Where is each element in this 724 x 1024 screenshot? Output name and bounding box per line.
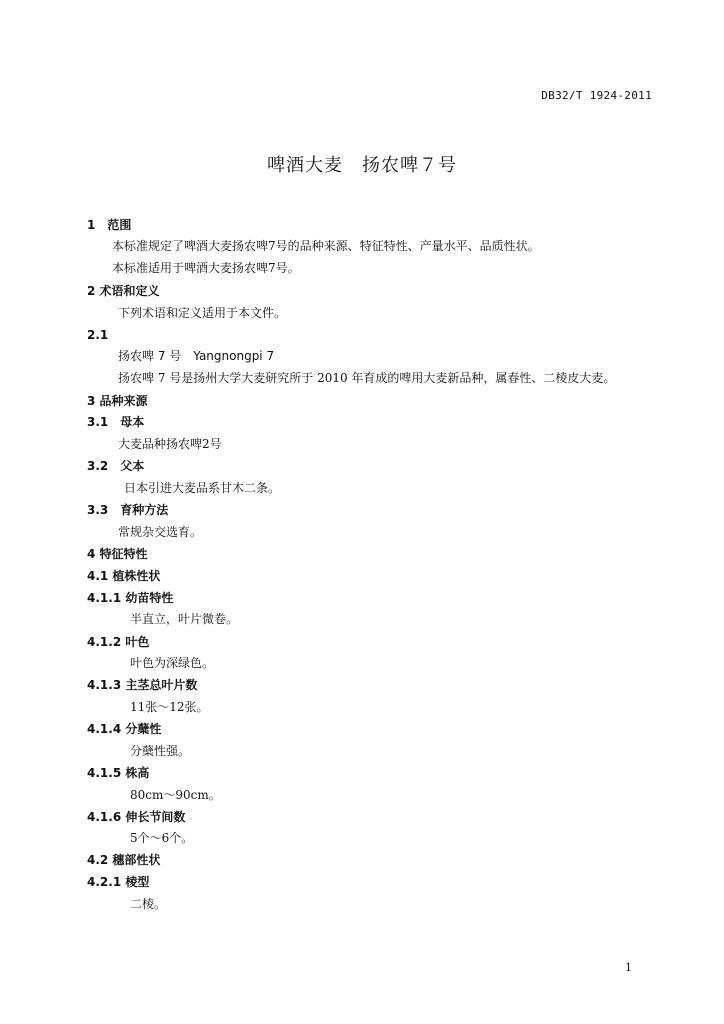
paragraph: 本标准规定了啤酒大麦扬农啤7号的品种来源、特征特性、产量水平、品质性状。 <box>112 239 540 253</box>
section-heading: 4.1.1 幼苗特性 <box>87 591 174 605</box>
paragraph: 11张～12张。 <box>130 700 209 714</box>
document-title: 啤酒大麦 扬农啤７号 <box>267 155 457 176</box>
section-heading: 3.3 育种方法 <box>87 503 169 517</box>
paragraph: 叶色为深绿色。 <box>130 656 215 670</box>
section-heading: 2.1 <box>87 328 109 342</box>
paragraph: 5个～6个。 <box>130 831 194 845</box>
section-heading: 4.1.5 株高 <box>87 766 150 780</box>
page-number: 1 <box>625 961 632 974</box>
section-heading: 4.1.4 分蘖性 <box>87 722 162 736</box>
section-heading: 2 术语和定义 <box>87 284 160 298</box>
section-heading: 4.1.2 叶色 <box>87 635 150 649</box>
term-entry: 扬农啤 7 号 Yangnongpi 7 <box>118 349 275 363</box>
section-heading: 4.1 植株性状 <box>87 569 161 583</box>
paragraph: 扬农啤 7 号是扬州大学大麦研究所于 2010 年育成的啤用大麦新品种，属春性、二棱皮大麦。 <box>118 371 616 385</box>
paragraph: 大麦品种扬农啤2号 <box>118 437 222 451</box>
section-heading: 4.2 穗部性状 <box>87 853 161 867</box>
section-heading: 3.1 母本 <box>87 415 145 429</box>
standard-code: DB32/T 1924-2011 <box>541 89 652 102</box>
section-heading: 4.2.1 棱型 <box>87 875 150 889</box>
paragraph: 下列术语和定义适用于本文件。 <box>118 306 287 320</box>
section-heading: 1 范围 <box>87 218 132 232</box>
section-heading: 4.1.3 主茎总叶片数 <box>87 678 198 692</box>
section-heading: 3 品种来源 <box>87 394 148 408</box>
paragraph: 二棱。 <box>130 897 167 911</box>
paragraph: 本标准适用于啤酒大麦扬农啤7号。 <box>112 261 300 275</box>
paragraph: 日本引进大麦品系甘木二条。 <box>124 481 281 495</box>
paragraph: 半直立，叶片微卷。 <box>130 612 239 626</box>
section-heading: 4 特征特性 <box>87 547 148 561</box>
paragraph: 常规杂交选育。 <box>118 525 203 539</box>
paragraph: 80cm～90cm。 <box>130 788 221 802</box>
paragraph: 分蘖性强。 <box>130 744 191 758</box>
section-heading: 3.2 父本 <box>87 459 145 473</box>
section-heading: 4.1.6 伸长节间数 <box>87 810 186 824</box>
